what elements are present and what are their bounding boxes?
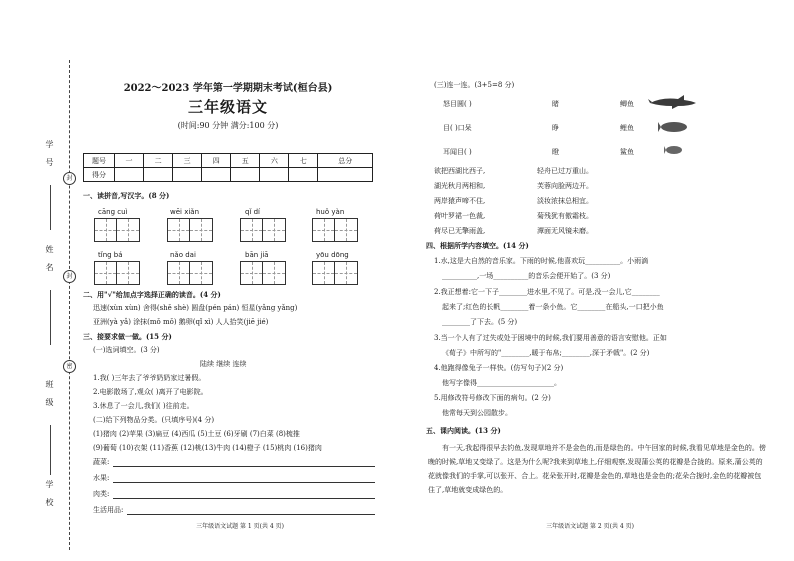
score-cell[interactable]: [202, 168, 231, 182]
score-cell[interactable]: [115, 168, 144, 182]
q4-line: 5.用修改符号修改下面的病句。(2 分): [434, 394, 551, 402]
poem-line: 潭面无风镜未磨。: [537, 227, 593, 235]
q2-line: 亚洲(yà yǎ) 涂抹(mǒ mǒ) 鹅卵(qǐ xì) 人人拾笑(jiē jié): [93, 318, 269, 326]
fish-name: 鲤鱼: [620, 124, 634, 132]
category-label: 生活用品:: [93, 506, 124, 514]
student-no-label: 学号: [45, 140, 54, 176]
q3-heading: 三、接要求做一做。(15 分): [83, 332, 172, 341]
footer-left: 三年级语文试题 第 1 页(共 4 页): [196, 523, 284, 530]
q4-line: 他常每天到公园散步。: [442, 409, 512, 417]
score-header-cell: 总分: [318, 154, 373, 168]
q5-heading: 五、课内阅读。(13 分): [426, 426, 501, 435]
poem-line: 轻舟已过万重山。: [537, 167, 593, 175]
score-header-cell: 三: [173, 154, 202, 168]
score-header-cell: 一: [115, 154, 144, 168]
score-header-cell: 二: [144, 154, 173, 168]
carp-icon: [658, 121, 692, 133]
answer-line[interactable]: [113, 498, 375, 499]
category-label: 蔬菜:: [93, 458, 110, 466]
poem-line: 欲把西湖比西子,: [434, 167, 486, 175]
name-label: 姓名: [45, 245, 54, 281]
q3-item: 3.休息了一会儿,我们( )往前走。: [93, 402, 194, 410]
q4-line: ________了下去。(5 分): [442, 318, 518, 326]
q3-word-bank: 陆续 继续 连续: [200, 360, 247, 368]
poem-line: 湖光秋月两相和,: [434, 182, 486, 190]
score-cell[interactable]: [173, 168, 202, 182]
q4-line: 起来了;红色的长帆________着一条小鱼。它________在船头,一口把小鱼: [442, 303, 664, 311]
char-box[interactable]: [240, 218, 286, 242]
fish-name: 鲫鱼: [620, 100, 634, 108]
poem-line: 芙蓉向脸两边开。: [537, 182, 593, 190]
q3-item: 2.电影散场了,观众( )离开了电影院。: [93, 388, 208, 396]
pinyin-label: wēi xiǎn: [170, 208, 200, 216]
score-cell[interactable]: [144, 168, 173, 182]
score-cell[interactable]: [231, 168, 260, 182]
score-cell[interactable]: [260, 168, 289, 182]
school-label: 学校: [45, 480, 54, 516]
poem-line: 菊残犹有傲霜枝。: [537, 212, 593, 220]
q4-line: __________,一场__________的音乐会便开始了。(3 分): [442, 272, 611, 280]
crucian-icon: [664, 145, 686, 155]
footer-right: 三年级语文试题 第 2 页(共 4 页): [546, 523, 634, 530]
class-line: [50, 425, 51, 475]
score-header-cell: 六: [260, 154, 289, 168]
pinyin-label: tǐng bá: [98, 251, 123, 259]
q4-line: 4.他跑得像兔子一样快。(仿写句子)(2 分): [434, 364, 564, 372]
q4-line: 1.水,这是大自然的音乐家。下雨的时候,他喜欢玩__________。小雨滴: [434, 257, 649, 265]
binding-margin: [0, 0, 74, 561]
idiom-char: 瞪: [552, 148, 559, 156]
pinyin-label: cāng cuì: [98, 208, 128, 216]
pinyin-label: huǒ yàn: [316, 208, 345, 216]
q3-list: (9)葡萄 (10)衣架 (11)香蕉 (12)桃(13)牛肉 (14)橙子 (15)桃肉 (16)猪肉: [93, 444, 322, 452]
pinyin-label: bān jiā: [245, 251, 269, 259]
score-cell[interactable]: [318, 168, 373, 182]
answer-line[interactable]: [113, 466, 375, 467]
q4-line: 2.我正想着:它一下子________进水里,不见了。可是,没一会儿,它________: [434, 288, 660, 296]
char-box[interactable]: [167, 218, 213, 242]
shark-icon: [648, 94, 698, 110]
exam-meta: (时间:90 分钟 满分:100 分): [177, 121, 279, 130]
char-box[interactable]: [240, 261, 286, 285]
score-cell[interactable]: [289, 168, 318, 182]
answer-line[interactable]: [113, 482, 375, 483]
poem-line: 荷尽已无擎雨盖,: [434, 227, 486, 235]
char-box[interactable]: [312, 218, 358, 242]
pinyin-label: nǎo dai: [170, 251, 196, 259]
q3c-heading: (三)连一连。(3+5=8 分): [434, 81, 515, 89]
q1-heading: 一、读拼音,写汉字。(8 分): [83, 191, 170, 200]
pinyin-label: yōu dōng: [316, 251, 349, 259]
score-table: [83, 153, 373, 182]
idiom-left: 目( )口呆: [443, 124, 472, 132]
q2-line: 迅速(xùn xùn) 舍得(shě shè) 圆盘(pén pán) 恒星(yǎng yǎng): [93, 304, 298, 312]
idiom-char: 睁: [552, 124, 559, 132]
idiom-left: 耳闻目( ): [443, 148, 472, 156]
fold-line: [69, 60, 70, 550]
q3-sub1: (一)选词填空。(3 分): [93, 346, 160, 354]
student-no-line: [50, 185, 51, 230]
score-header-cell: 七: [289, 154, 318, 168]
exam-title: 2022～2023 学年第一学期期末考试(桓台县): [123, 83, 333, 94]
category-label: 肉类:: [93, 490, 110, 498]
reading-passage: 有一天,我起得很早去钓鱼,发现草地并不是金色的,而是绿色的。中午回家的时候,我看见草地是金色的。傍晚的时候,草地又变绿了。这是为什么呢?我来到草地上,仔细观察,发现蒲公英的花瓣是合拢的。原来,蒲公英的花就像我们的手掌,可以张开、合上。花朵张开时,花瓣是金色的,草地也是金色的;花朵合拢时,金色的花瓣被包住了,草地就变成绿色的。: [428, 444, 766, 494]
category-label: 水果:: [93, 474, 110, 482]
char-box[interactable]: [94, 218, 140, 242]
class-label: 班级: [45, 380, 54, 416]
q4-line: 3.当一个人有了过失或处于困境中的时候,我们要用善意的语言安慰他。正如: [434, 334, 667, 342]
char-box[interactable]: [94, 261, 140, 285]
q4-line: 他写字像得______________________。: [442, 379, 561, 387]
answer-line[interactable]: [127, 514, 375, 515]
q4-heading: 四、根据所学内容填空。(14 分): [426, 241, 529, 250]
seal-mark: 封: [63, 270, 76, 283]
char-box[interactable]: [312, 261, 358, 285]
score-header-cell: 五: [231, 154, 260, 168]
paper-title: 三年级语文: [187, 98, 268, 116]
poem-line: 淡妆浓抹总相宜。: [537, 197, 593, 205]
seal-mark: 密: [63, 360, 76, 373]
idiom-char: 睹: [552, 100, 559, 108]
q3-sub2: (二)给下列物品分类。(只填序号)(4 分): [93, 416, 215, 424]
q3-item: 1.我( )三年去了爷爷奶奶家过暑假。: [93, 374, 206, 382]
score-row-label: 得分: [84, 168, 115, 182]
pinyin-label: qǐ dí: [245, 208, 261, 216]
fish-name: 鲨鱼: [620, 148, 634, 156]
idiom-left: 怒目圆( ): [443, 100, 472, 108]
poem-line: 荷叶罗裙一色裁,: [434, 212, 486, 220]
q4-line: 《荀子》中所写的"________,暖于布帛;________,深于矛戟"。(2 分): [442, 349, 650, 357]
poem-line: 两岸猿声啼不住,: [434, 197, 486, 205]
score-header-cell: 四: [202, 154, 231, 168]
q3-list: (1)猪肉 (2)苹果 (3)扁豆 (4)西瓜 (5)土豆 (6)牙刷 (7)白菜 (8)梳推: [93, 430, 300, 438]
q2-heading: 二、用"√"给加点字选择正确的读音。(4 分): [83, 290, 221, 299]
score-header-cell: 题号: [84, 154, 115, 168]
name-line: [50, 290, 51, 345]
seal-mark: 封: [63, 172, 76, 185]
char-box[interactable]: [167, 261, 213, 285]
